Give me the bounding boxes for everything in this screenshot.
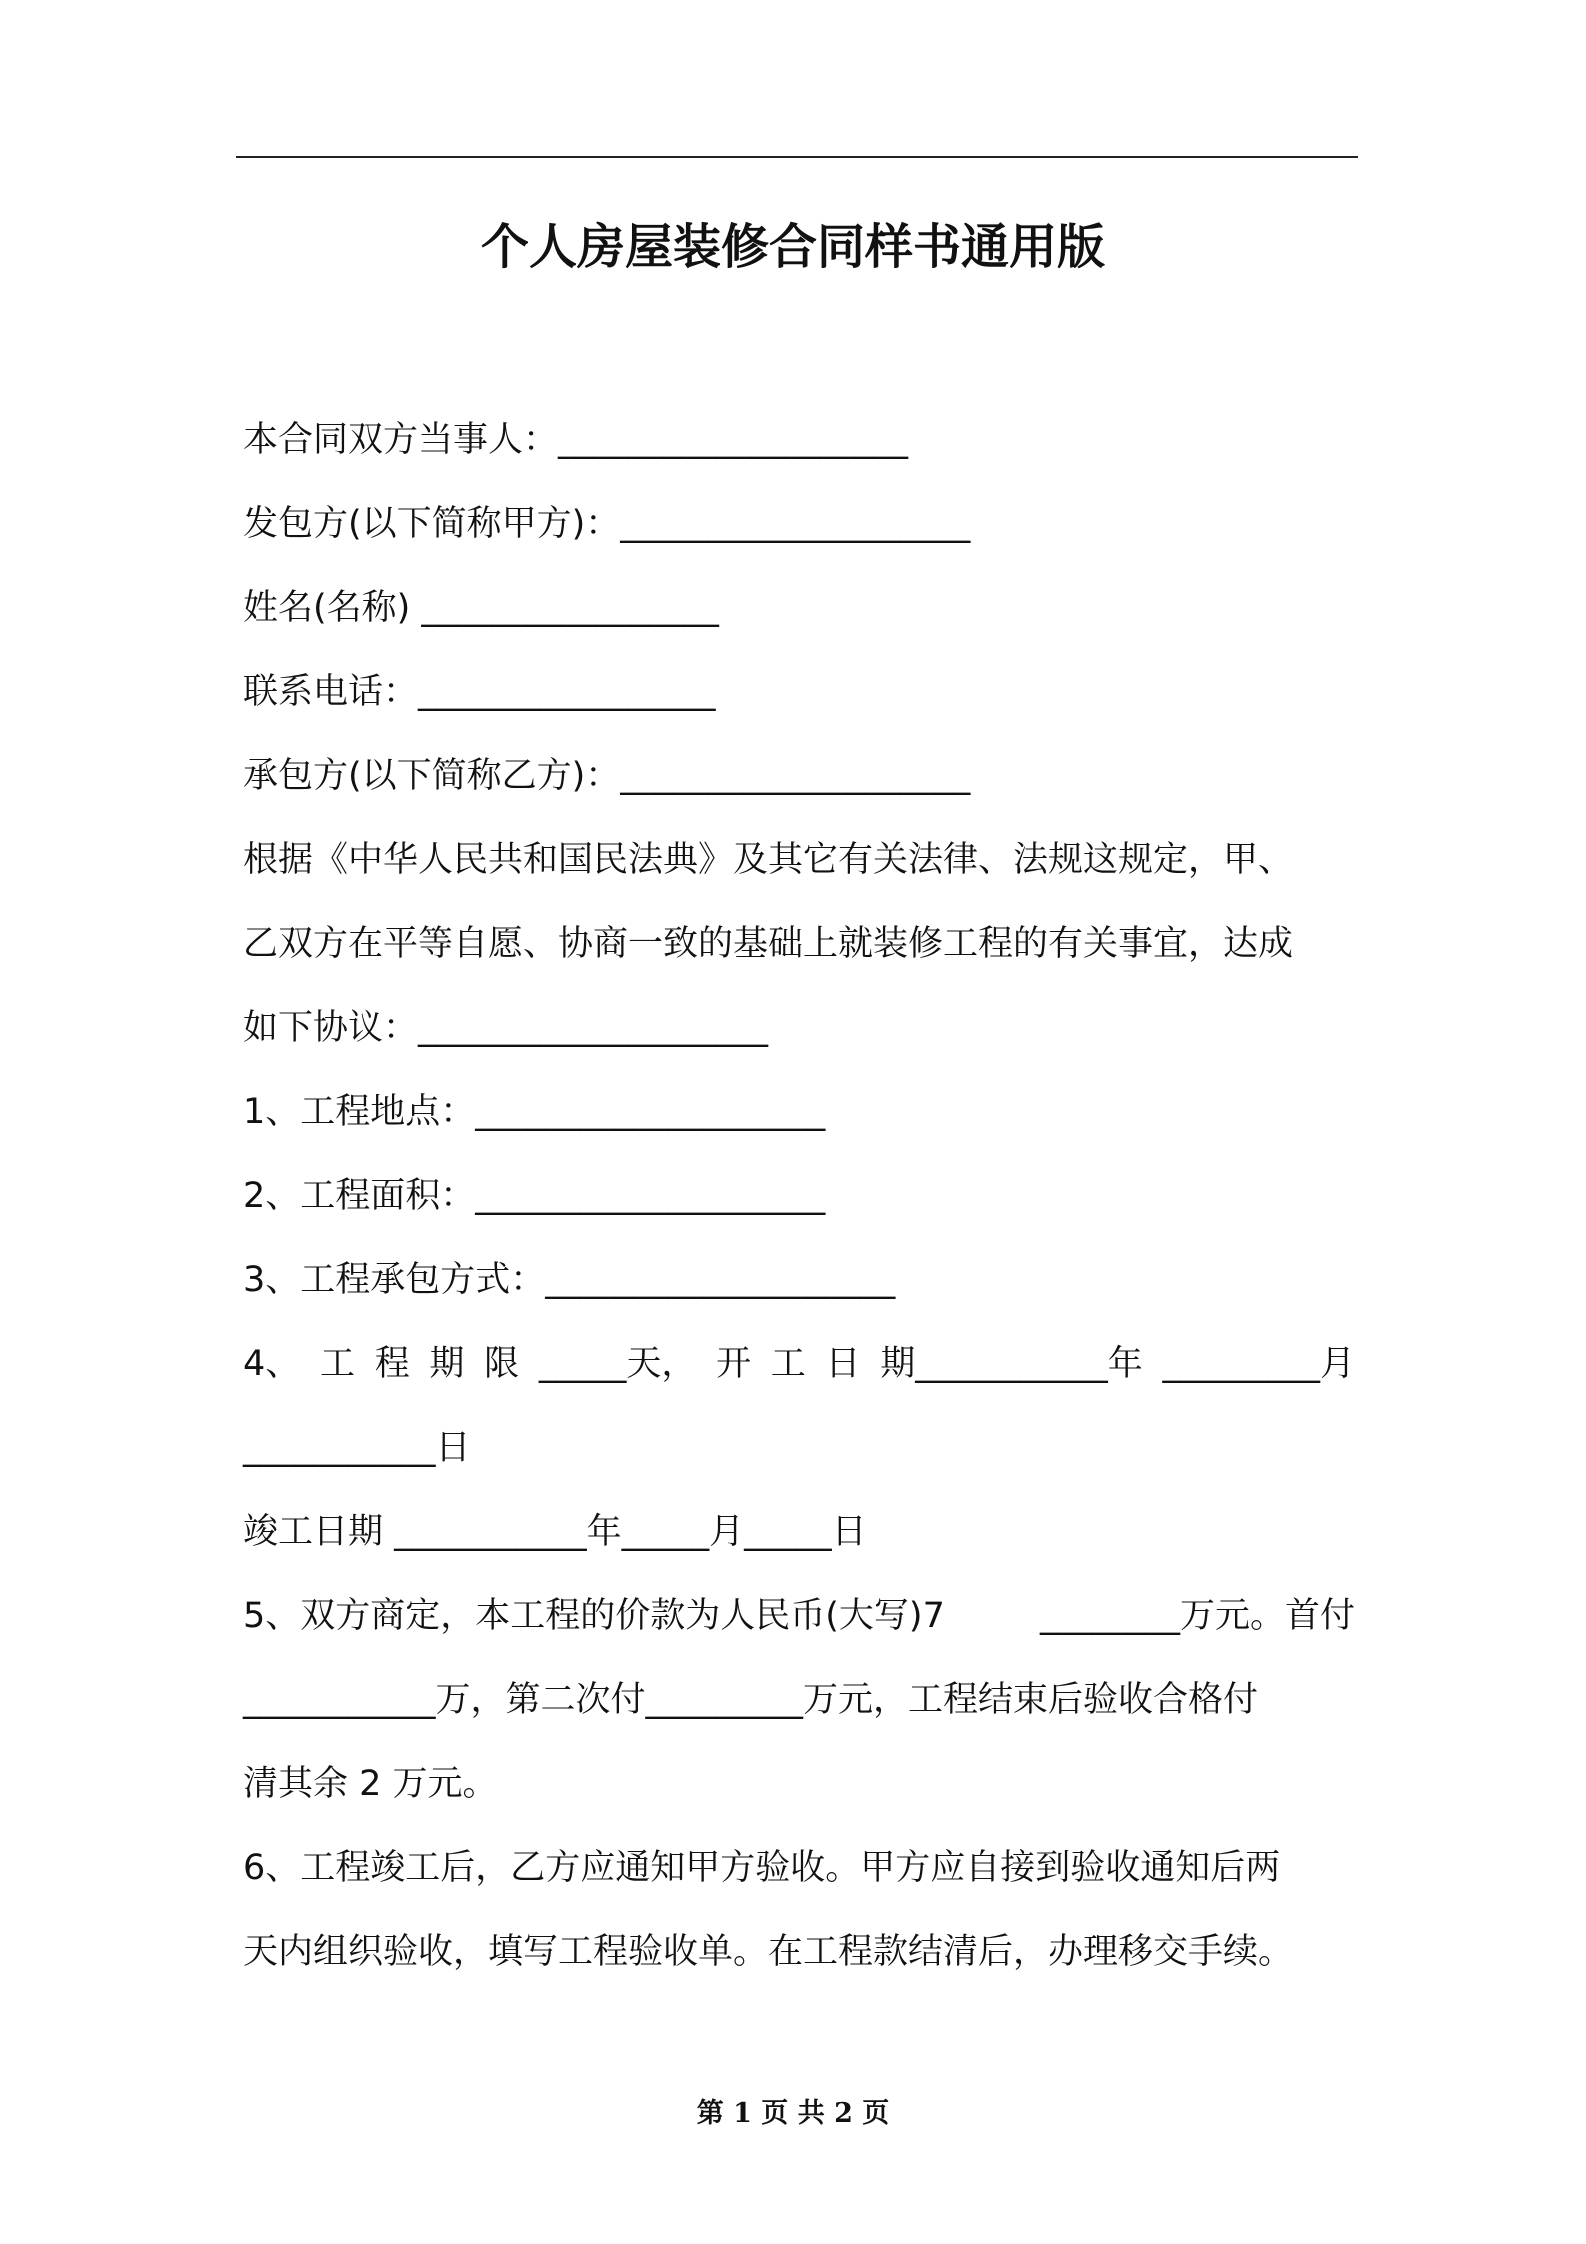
clause-5-line-1 xyxy=(243,1574,1355,1658)
clause-4-segment: 工 xyxy=(319,1344,355,1384)
clause-4-segment: 限 xyxy=(484,1344,520,1384)
clause-5-segment: ________万元。首付 xyxy=(1039,1596,1355,1636)
name-line: 姓名(名称) _________________ xyxy=(243,588,719,628)
header-rule xyxy=(236,156,1358,158)
clause-2: 2、工程面积：____________________ xyxy=(243,1176,826,1216)
clause-4-segment: 工 xyxy=(770,1344,806,1384)
clause-4-segment: 开 xyxy=(716,1344,752,1384)
preamble-line-1: 根据《中华人民共和国民法典》及其它有关法律、法规这规定，甲、 xyxy=(243,840,1294,880)
phone-line: 联系电话：_________________ xyxy=(243,672,716,712)
party-b-line: 承包方(以下简称乙方)：____________________ xyxy=(243,756,971,796)
clause-5-segment: ___________万，第二次付_________万元，工程结束后验收合格付 xyxy=(243,1680,1259,1720)
clause-5-segment: 5、双方商定，本工程的价款为人民币(大写)7 xyxy=(243,1596,945,1636)
clause-6-segment: 6、工程竣工后，乙方应通知甲方验收。甲方应自接到验收通知后两 xyxy=(243,1848,1281,1888)
party-a-line: 发包方(以下简称甲方)：____________________ xyxy=(243,504,971,544)
clause-3: 3、工程承包方式：____________________ xyxy=(243,1260,896,1300)
clause-4-segment: 期___________年 xyxy=(880,1344,1143,1384)
clause-6-line-1 xyxy=(243,1826,1355,1910)
clause-5-line-3: 清其余 2 万元。 xyxy=(243,1764,498,1804)
clause-4-line-1 xyxy=(243,1322,1355,1406)
clause-5-line-2 xyxy=(243,1658,1355,1742)
party-line: 本合同双方当事人：____________________ xyxy=(243,420,909,460)
clause-4-line-2: ___________日 xyxy=(243,1428,471,1468)
document-title: 个人房屋装修合同样书通用版 xyxy=(480,219,1105,275)
clause-4-segment: 期 xyxy=(429,1344,465,1384)
clause-4-segment: _____天， xyxy=(538,1344,697,1384)
preamble-line-2: 乙双方在平等自愿、协商一致的基础上就装修工程的有关事宜，达成 xyxy=(243,924,1294,964)
clause-4-segment: _________月 xyxy=(1162,1344,1355,1384)
clause-4-segment: 程 xyxy=(374,1344,410,1384)
clause-4-segment: 日 xyxy=(825,1344,861,1384)
clause-1: 1、工程地点：____________________ xyxy=(243,1092,826,1132)
clause-6-line-2: 天内组织验收，填写工程验收单。在工程款结清后，办理移交手续。 xyxy=(243,1932,1294,1972)
contract-body xyxy=(243,398,1355,1994)
preamble-line-3: 如下协议：____________________ xyxy=(243,1008,769,1048)
clause-4-segment: 4、 xyxy=(243,1344,301,1384)
page-footer: 第 1 页 共 2 页 xyxy=(696,2098,890,2129)
completion-date-line: 竣工日期 ___________年_____月_____日 xyxy=(243,1512,867,1552)
